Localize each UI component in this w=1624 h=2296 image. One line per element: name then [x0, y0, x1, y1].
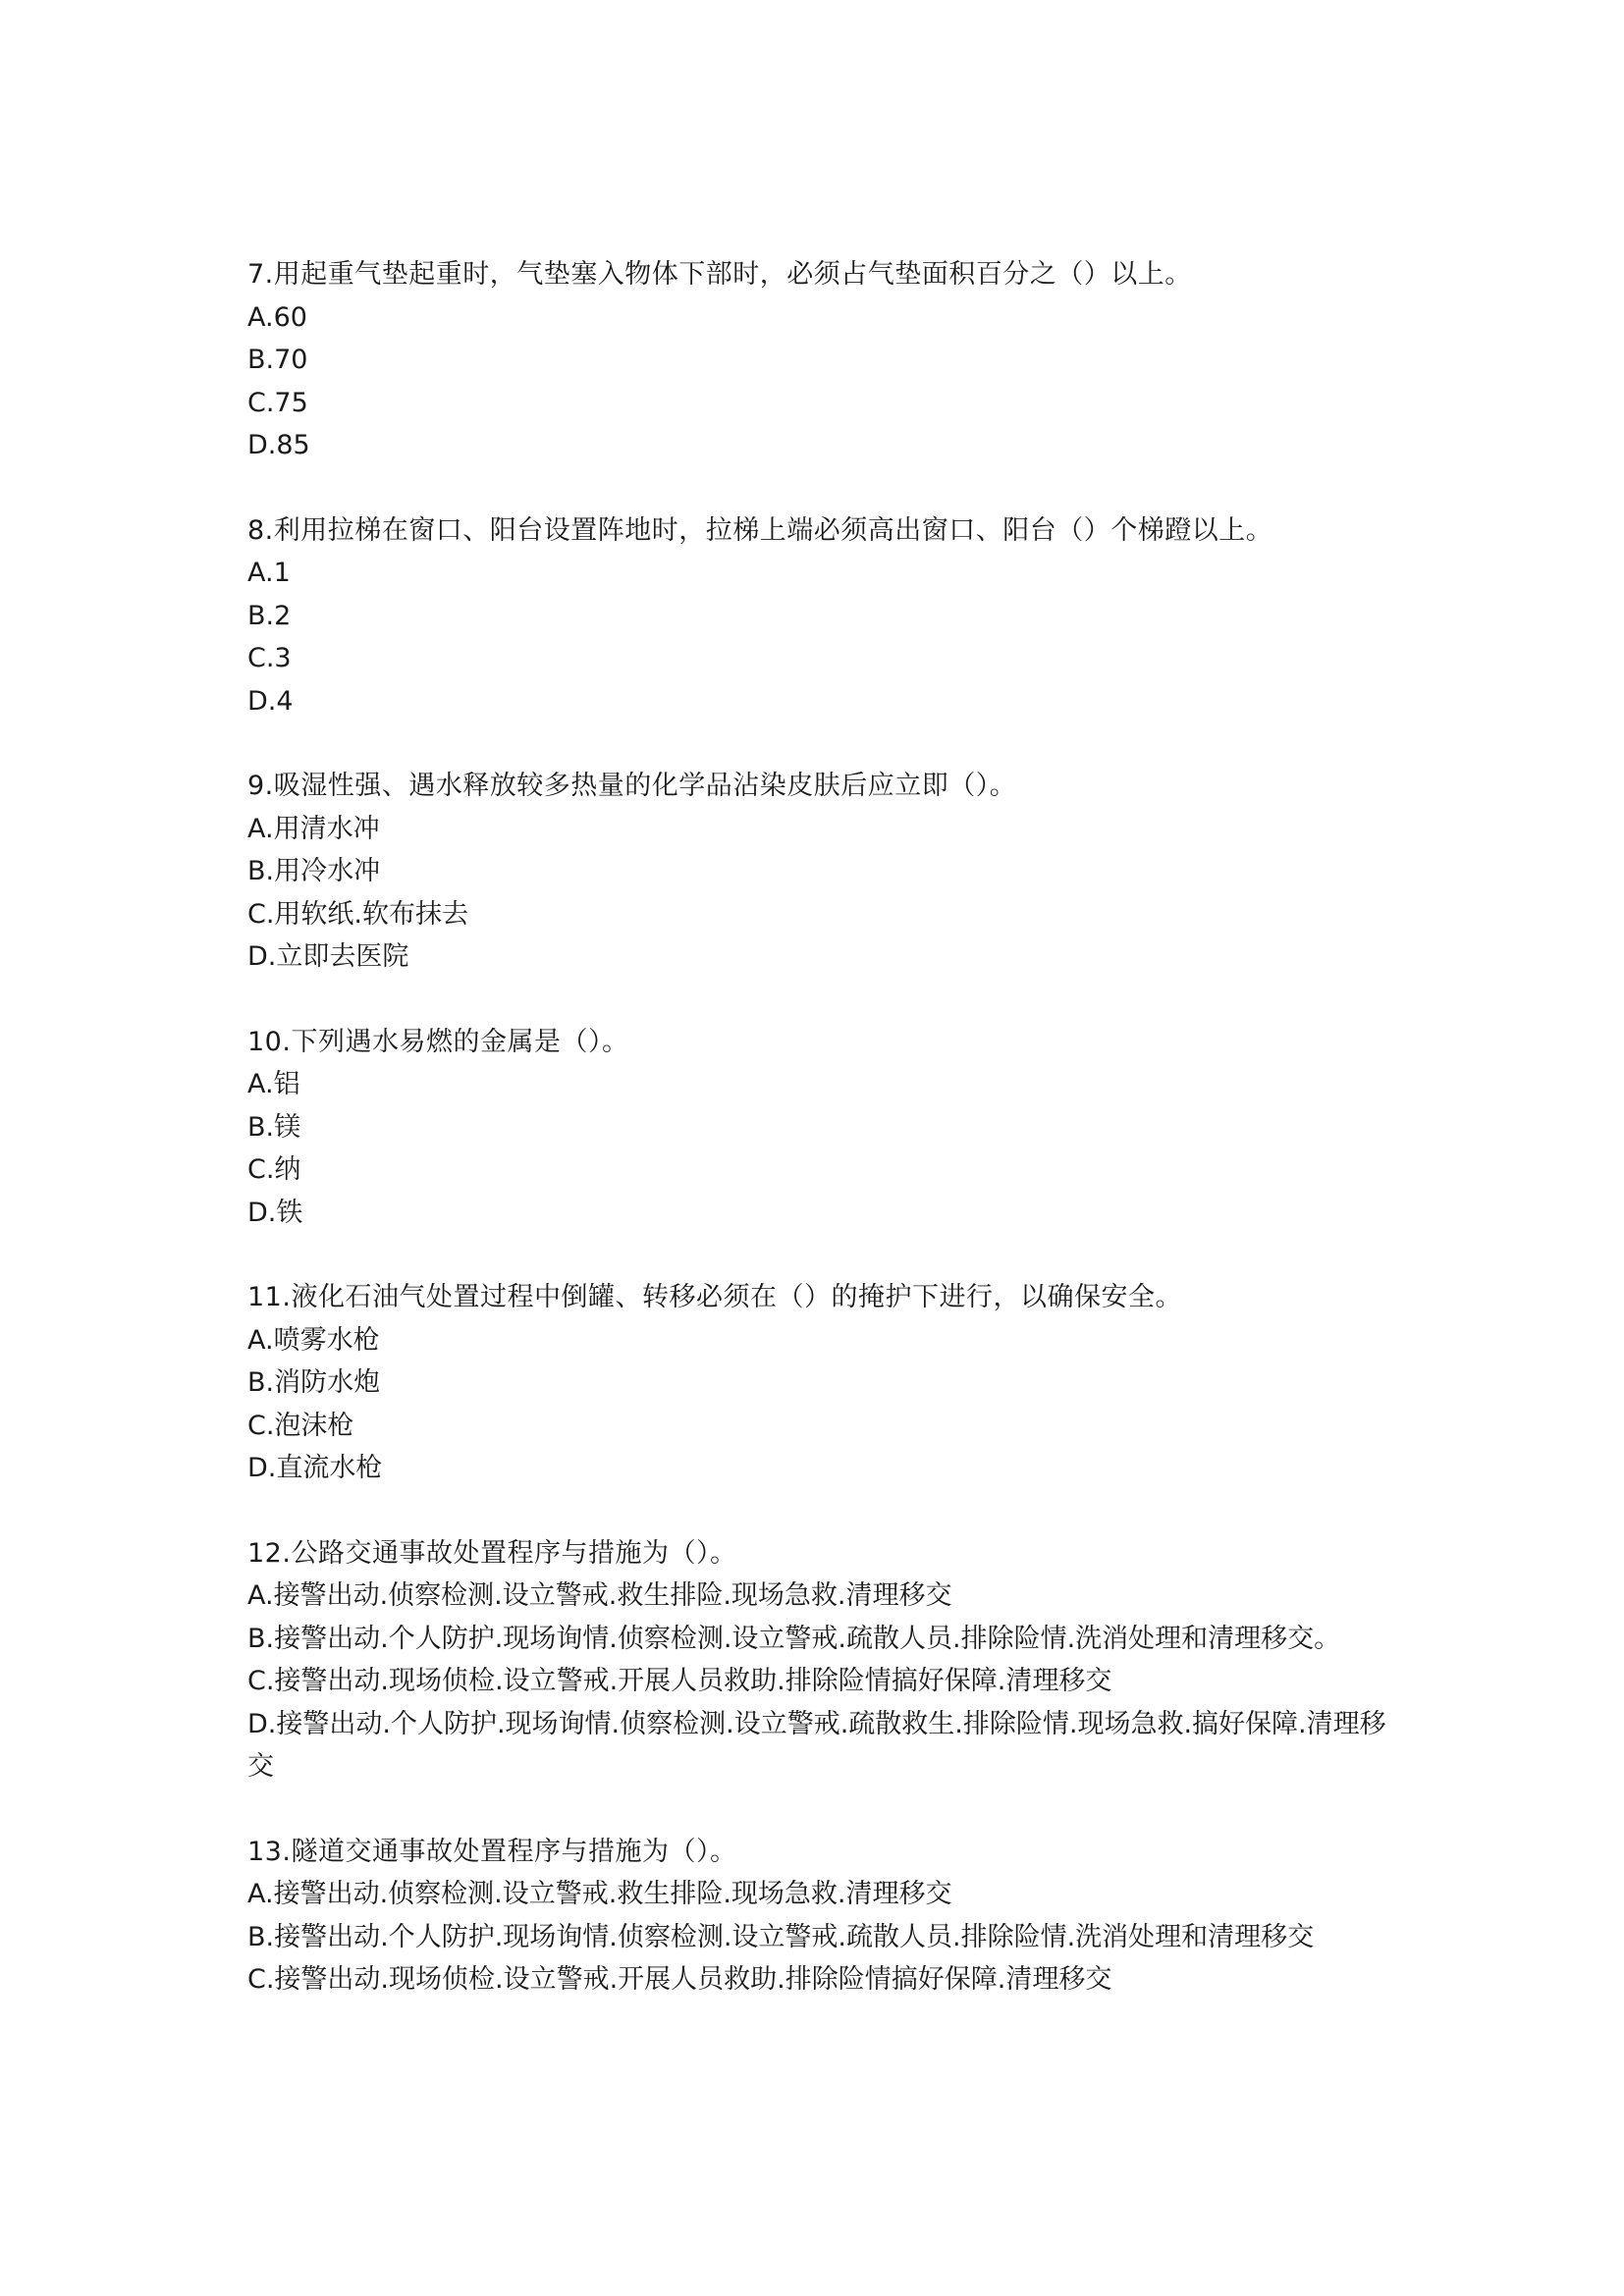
option-a: A.60 [247, 301, 307, 333]
option-b: B.镁 [247, 1111, 301, 1143]
question-13 [247, 1831, 1386, 2002]
option-a: A.用清水冲 [247, 813, 380, 844]
option-c: C.泡沫枪 [247, 1410, 354, 1441]
option-c: C.3 [247, 643, 292, 673]
option-c: C.接警出动.现场侦检.设立警戒.开展人员救助.排除险情搞好保障.清理移交 [247, 1964, 1112, 1995]
question-11 [247, 1276, 1386, 1490]
question-9 [247, 765, 1386, 979]
option-a: A.接警出动.侦察检测.设立警戒.救生排险.现场急救.清理移交 [247, 1580, 952, 1611]
option-c: C.纳 [247, 1154, 301, 1185]
option-c: C.75 [247, 387, 308, 418]
question-stem: 11.液化石油气处置过程中倒罐、转移必须在（）的掩护下进行，以确保安全。 [247, 1282, 1182, 1312]
document-page [247, 253, 1386, 2044]
option-b: B.接警出动.个人防护.现场询情.侦察检测.设立警戒.疏散人员.排除险情.洗消处理和清理移交 [247, 1921, 1315, 1952]
option-b: B.用冷水冲 [247, 856, 381, 886]
option-b: B.消防水炮 [247, 1367, 381, 1398]
option-d: D.直流水枪 [247, 1453, 383, 1483]
option-d: D.铁 [247, 1197, 303, 1228]
question-stem: 12.公路交通事故处置程序与措施为（）。 [247, 1537, 737, 1569]
question-8 [247, 509, 1386, 723]
option-d: D.立即去医院 [247, 941, 409, 972]
question-stem: 8.利用拉梯在窗口、阳台设置阵地时，拉梯上端必须高出窗口、阳台（）个梯蹬以上。 [247, 514, 1273, 546]
option-c: C.接警出动.现场侦检.设立警戒.开展人员救助.排除险情搞好保障.清理移交 [247, 1666, 1112, 1696]
option-a: A.接警出动.侦察检测.设立警戒.救生排险.现场急救.清理移交 [247, 1879, 952, 1909]
question-stem: 10.下列遇水易燃的金属是（）。 [247, 1026, 629, 1057]
option-b: B.70 [247, 345, 308, 375]
option-a: A.1 [247, 558, 291, 588]
option-a: A.铝 [247, 1069, 300, 1099]
question-12 [247, 1532, 1386, 1789]
option-a: A.喷雾水枪 [247, 1324, 380, 1356]
option-b: B.接警出动.个人防护.现场询情.侦察检测.设立警戒.疏散人员.排除险情.洗消处理和清理移交。 [247, 1623, 1341, 1654]
question-stem: 9.吸湿性强、遇水释放较多热量的化学品沾染皮肤后应立即（）。 [247, 771, 1017, 801]
option-d: D.4 [247, 685, 294, 717]
option-b: B.2 [247, 600, 292, 631]
question-stem: 13.隧道交通事故处置程序与措施为（）。 [247, 1836, 737, 1867]
option-d: D.接警出动.个人防护.现场询情.侦察检测.设立警戒.疏散救生.排除险情.现场急救.搞好保障.清理移交 [247, 1708, 1386, 1782]
question-10 [247, 1021, 1386, 1235]
question-stem: 7.用起重气垫起重时，气垫塞入物体下部时，必须占气垫面积百分之（）以上。 [247, 259, 1192, 290]
question-7 [247, 253, 1386, 467]
option-d: D.85 [247, 430, 310, 460]
option-c: C.用软纸.软布抹去 [247, 898, 469, 930]
